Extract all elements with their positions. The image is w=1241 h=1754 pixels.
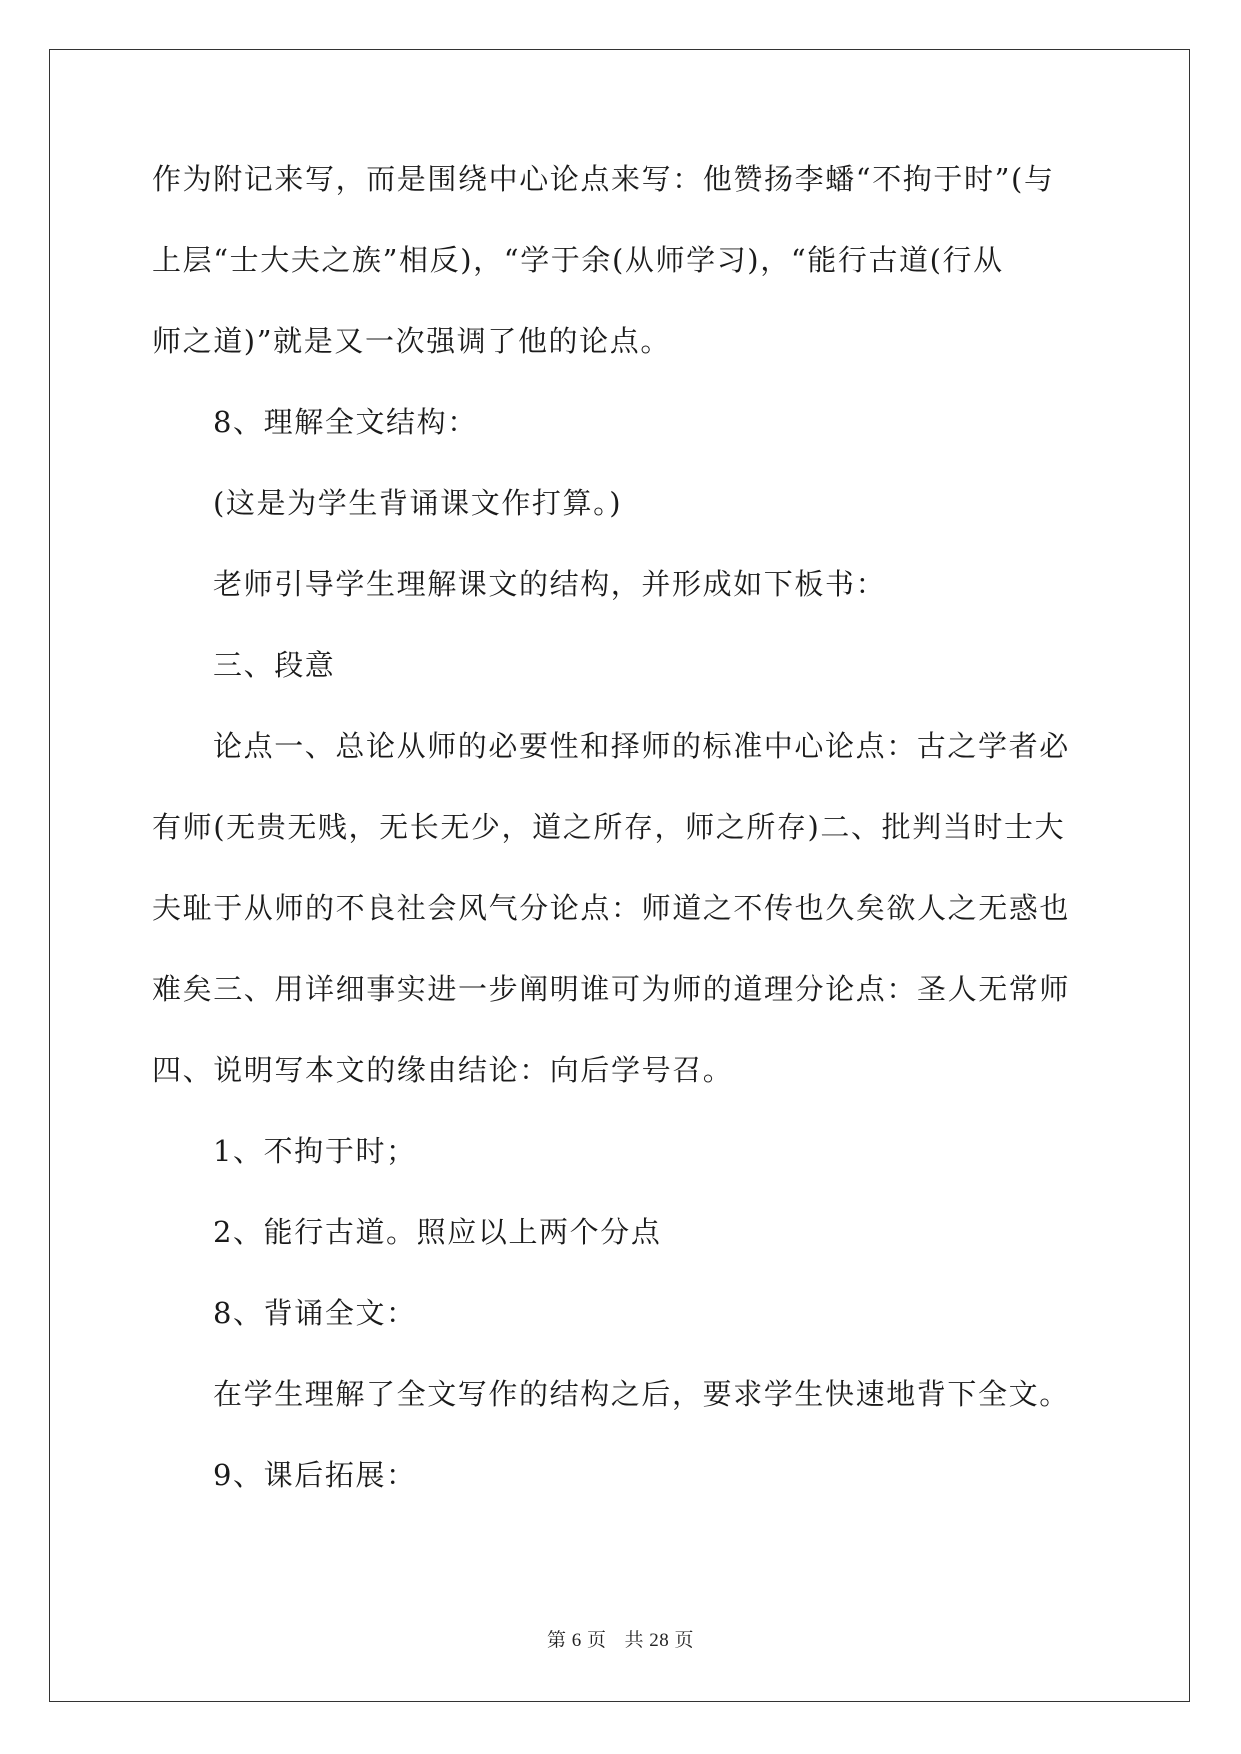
text-line: 有师(无贵无贱，无长无少，道之所存，师之所存)二、批判当时士大 [152, 810, 1066, 844]
paragraph: 老师引导学生理解课文的结构，并形成如下板书： [213, 567, 887, 601]
list-item: 2、能行古道。照应以上两个分点 [213, 1215, 662, 1249]
page-footer [0, 1629, 1241, 1653]
text-line: 夫耻于从师的不良社会风气分论点：师道之不传也久矣欲人之无惑也 [152, 891, 1071, 925]
text-line: 师之道)”就是又一次强调了他的论点。 [152, 324, 671, 358]
paragraph: 在学生理解了全文写作的结构之后，要求学生快速地背下全文。 [213, 1377, 1070, 1411]
text-line: 难矣三、用详细事实进一步阐明谁可为师的道理分论点：圣人无常师 [152, 972, 1071, 1006]
text-line: 上层“士大夫之族”相反)，“学于余(从师学习)，“能行古道(行从 [152, 243, 1004, 277]
page-total: 共 28 页 [624, 1630, 695, 1651]
section-heading: 8、背诵全文： [213, 1296, 417, 1330]
section-heading: 9、课后拓展： [213, 1458, 417, 1492]
list-item: 1、不拘于时； [213, 1134, 417, 1168]
document-body [152, 160, 1092, 1537]
page-number: 第 6 页 [546, 1630, 607, 1651]
paragraph: (这是为学生背诵课文作打算。) [213, 486, 623, 520]
text-line: 论点一、总论从师的必要性和择师的标准中心论点：古之学者必 [213, 729, 1070, 763]
section-heading: 8、理解全文结构： [213, 405, 478, 439]
section-heading: 三、段意 [213, 648, 336, 682]
text-line: 四、说明写本文的缘由结论：向后学号召。 [152, 1053, 734, 1087]
text-line: 作为附记来写，而是围绕中心论点来写：他赞扬李蟠“不拘于时”(与 [152, 162, 1055, 196]
